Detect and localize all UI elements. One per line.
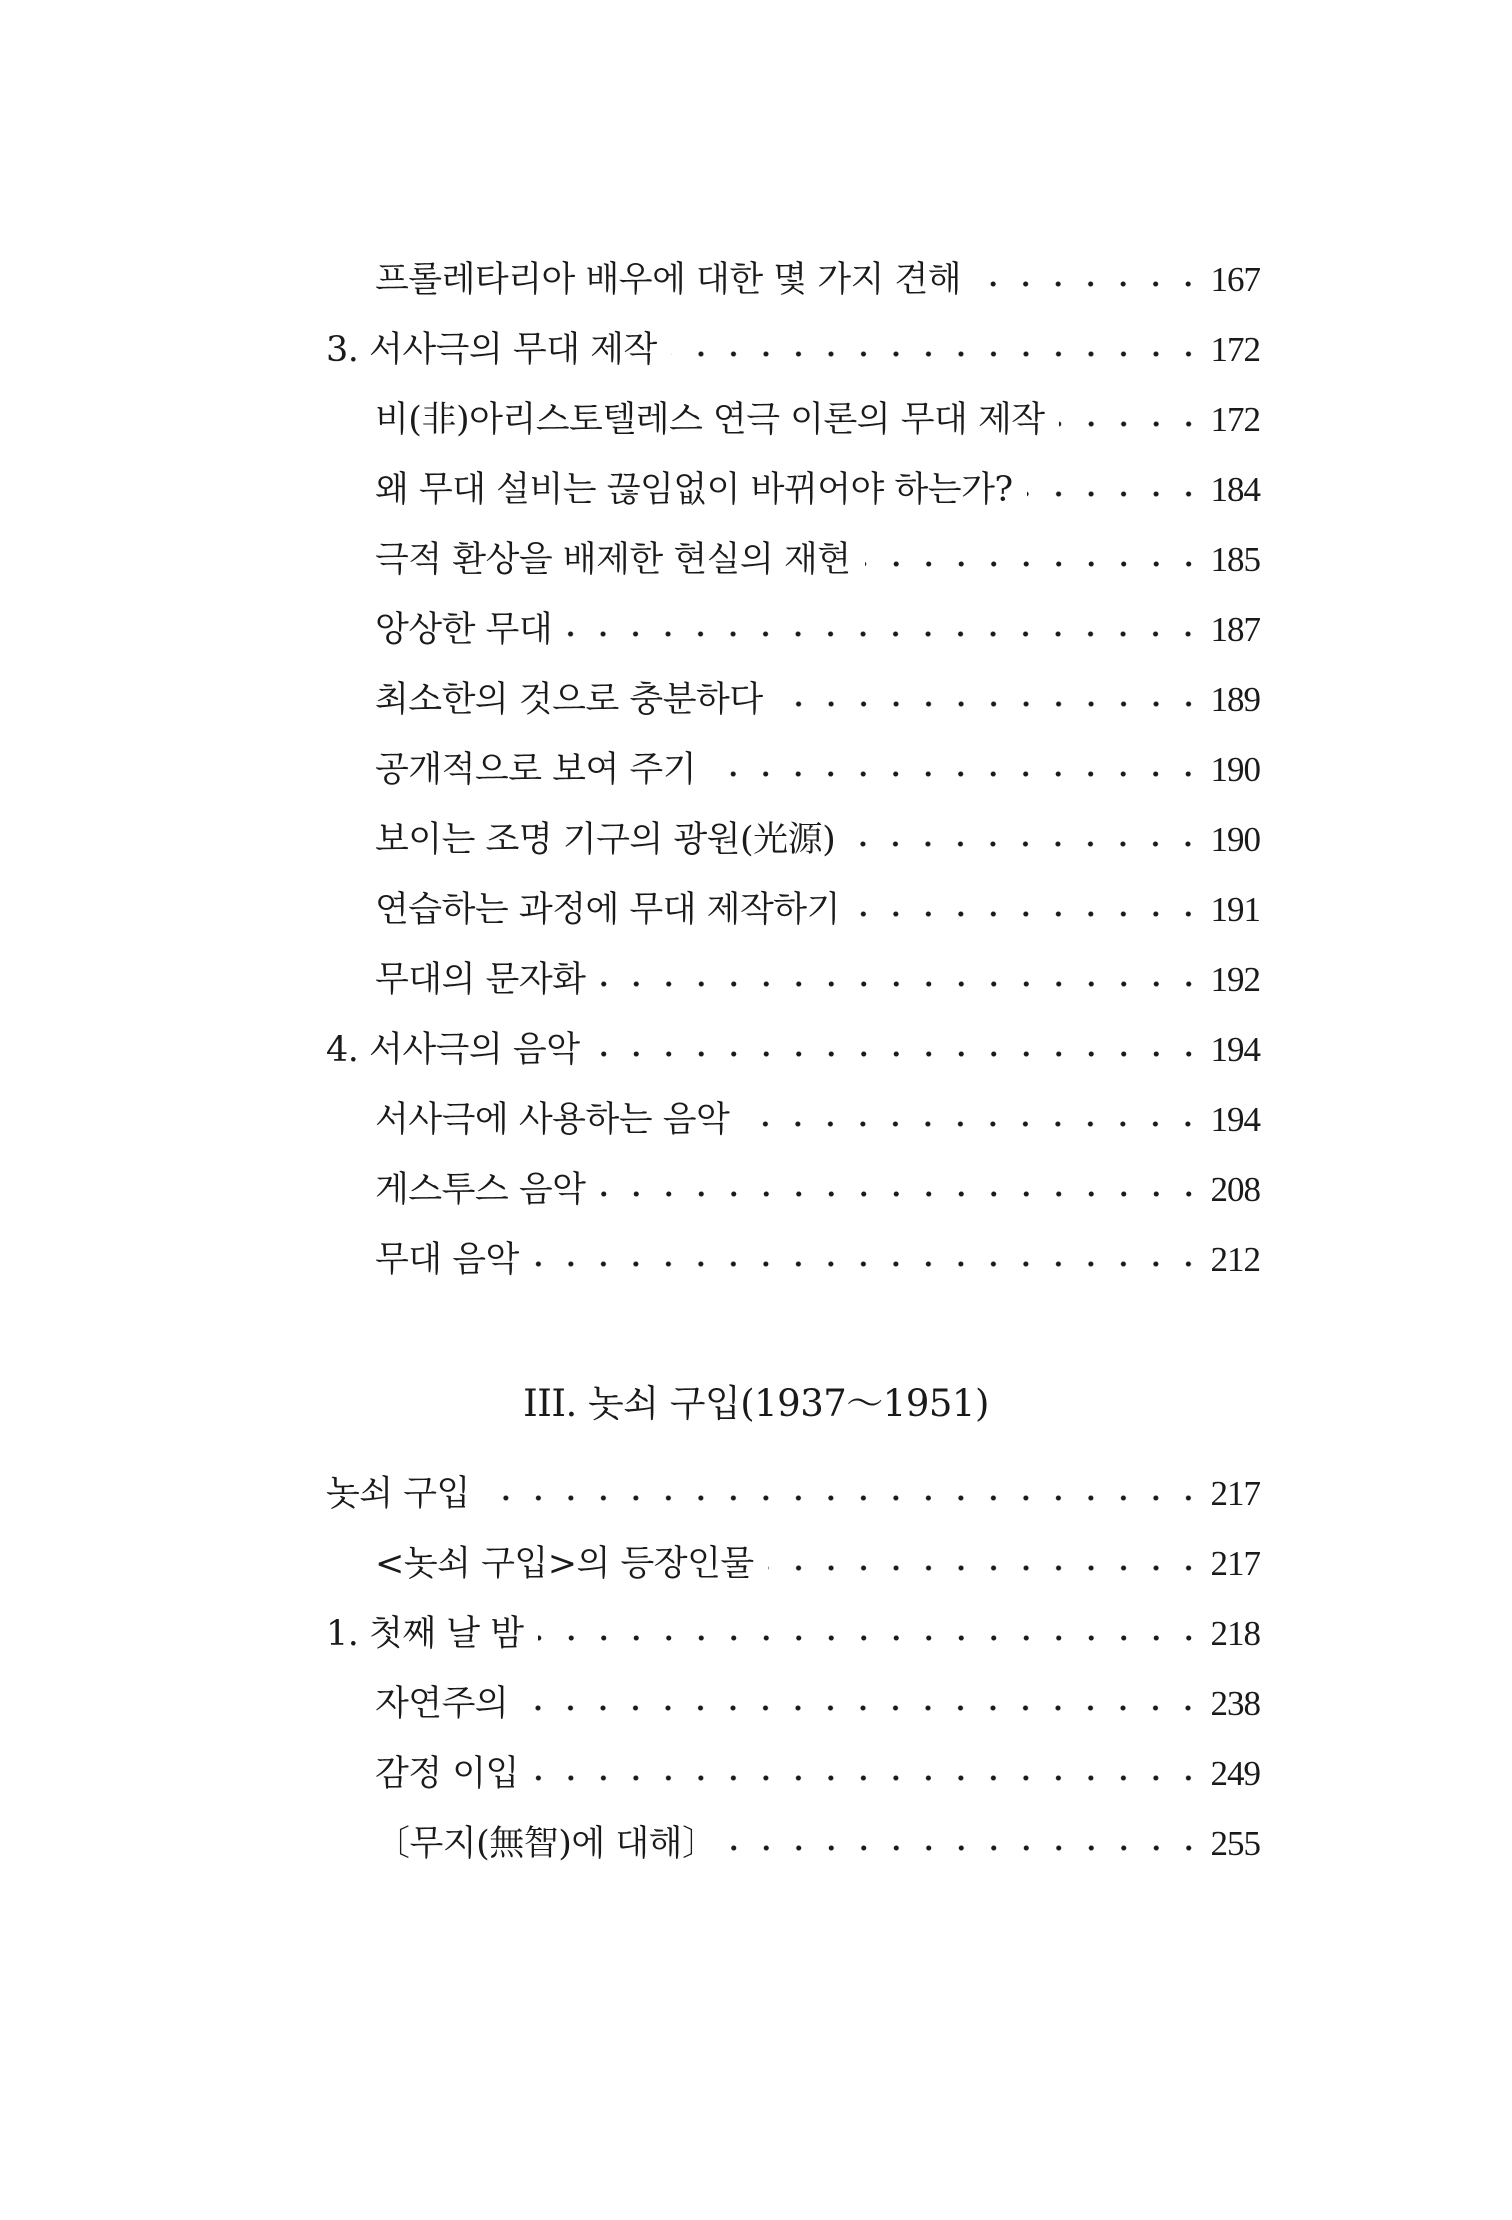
toc-entry-title: 게스투스 음악 <box>375 1170 586 1210</box>
dot-leader <box>594 1020 1205 1080</box>
toc-entry <box>375 1160 1260 1220</box>
toc-entry <box>375 950 1260 1010</box>
toc-entry-title: 놋쇠 구입 <box>326 1474 470 1514</box>
toc-entry <box>326 1464 1260 1524</box>
dot-leader <box>484 1464 1205 1524</box>
toc-entry <box>375 810 1260 870</box>
dot-leader <box>1027 460 1205 520</box>
toc-entry <box>375 1744 1260 1804</box>
toc-entry-title: 감정 이입 <box>375 1754 519 1794</box>
toc-entry <box>375 670 1260 730</box>
dot-leader <box>854 880 1205 940</box>
toc-entry <box>326 1604 1260 1664</box>
toc-entry-title: 공개적으로 보여 주기 <box>375 750 697 790</box>
toc-entry-page: 194 <box>1210 1030 1260 1069</box>
toc-entry-page: 190 <box>1210 750 1260 789</box>
dot-leader <box>671 320 1205 380</box>
toc-entry-page: 172 <box>1210 400 1260 439</box>
dot-leader <box>1059 390 1205 450</box>
toc-entry-title: 최소한의 것으로 충분하다 <box>375 680 763 720</box>
dot-leader <box>768 1534 1205 1594</box>
toc-entry-title: 프롤레타리아 배우에 대한 몇 가지 견해 <box>375 260 962 300</box>
dot-leader <box>849 810 1204 870</box>
toc-entry-title: 무대의 문자화 <box>375 960 586 1000</box>
toc-entry <box>375 1814 1260 1874</box>
toc-entry <box>375 1090 1260 1150</box>
toc-entry-title: 1. 첫째 날 밤 <box>326 1614 524 1654</box>
toc-entry-page: 187 <box>1210 610 1260 649</box>
toc-entry <box>375 460 1260 520</box>
toc-entry-page: 212 <box>1210 1240 1260 1279</box>
dot-leader <box>522 1674 1204 1734</box>
toc-entry-title: 비(非)아리스토텔레스 연극 이론의 무대 제작 <box>375 400 1045 440</box>
toc-entry-title: 앙상한 무대 <box>375 610 553 650</box>
toc-entry-page: 190 <box>1210 820 1260 859</box>
toc-entry-page: 172 <box>1210 330 1260 369</box>
toc-entry <box>375 530 1260 590</box>
toc-entry <box>375 390 1260 450</box>
dot-leader <box>777 670 1205 730</box>
toc-entry-page: 218 <box>1210 1614 1260 1653</box>
toc-entry-page: 217 <box>1210 1544 1260 1583</box>
toc-entry-title: 자연주의 <box>375 1684 509 1724</box>
dot-leader <box>533 1230 1205 1290</box>
toc-entry <box>375 1674 1260 1734</box>
toc-entry <box>326 1020 1260 1080</box>
dot-leader <box>600 950 1205 1010</box>
toc-entry-page: 185 <box>1210 540 1260 579</box>
toc-entry-title: 연습하는 과정에 무대 제작하기 <box>375 890 840 930</box>
toc-entry <box>375 1534 1260 1594</box>
dot-leader <box>566 600 1204 660</box>
toc-entry-page: 238 <box>1210 1684 1260 1723</box>
dot-leader <box>743 1090 1204 1150</box>
toc-entry-page: 167 <box>1210 260 1260 299</box>
toc-entry-title: 〔무지(無智)에 대해〕 <box>375 1824 717 1864</box>
dot-leader <box>865 530 1205 590</box>
toc-entry-page: 255 <box>1210 1824 1260 1863</box>
toc-entry <box>375 250 1260 310</box>
toc-entry-title: <놋쇠 구입>의 등장인물 <box>375 1544 754 1584</box>
part-heading: III. 놋쇠 구입(1937～1951) <box>523 1382 989 1425</box>
toc-entry-page: 194 <box>1210 1100 1260 1139</box>
toc-entry-title: 서사극에 사용하는 음악 <box>375 1100 730 1140</box>
toc-entry-page: 191 <box>1210 890 1260 929</box>
toc-entry-page: 192 <box>1210 960 1260 999</box>
dot-leader <box>975 250 1204 310</box>
toc-entry <box>375 1230 1260 1290</box>
toc-entry-page: 249 <box>1210 1754 1260 1793</box>
dot-leader <box>731 1814 1205 1874</box>
toc-entry-title: 3. 서사극의 무대 제작 <box>326 330 657 370</box>
toc-entry-title: 극적 환상을 배제한 현실의 재현 <box>375 540 851 580</box>
toc-entry-title: 왜 무대 설비는 끊임없이 바뀌어야 하는가? <box>375 470 1013 510</box>
toc-entry-page: 189 <box>1210 680 1260 719</box>
toc-entry <box>375 740 1260 800</box>
dot-leader <box>533 1744 1205 1804</box>
dot-leader <box>710 740 1204 800</box>
toc-entry-page: 184 <box>1210 470 1260 509</box>
dot-leader <box>600 1160 1205 1220</box>
toc-entry-title: 4. 서사극의 음악 <box>326 1030 580 1070</box>
toc-entry-page: 217 <box>1210 1474 1260 1513</box>
toc-entry <box>326 320 1260 380</box>
toc-entry-page: 208 <box>1210 1170 1260 1209</box>
toc-entry-title: 무대 음악 <box>375 1240 519 1280</box>
toc-entry <box>375 880 1260 940</box>
toc-entry <box>375 600 1260 660</box>
toc-entry-title: 보이는 조명 기구의 광원(光源) <box>375 820 836 860</box>
dot-leader <box>538 1604 1205 1664</box>
